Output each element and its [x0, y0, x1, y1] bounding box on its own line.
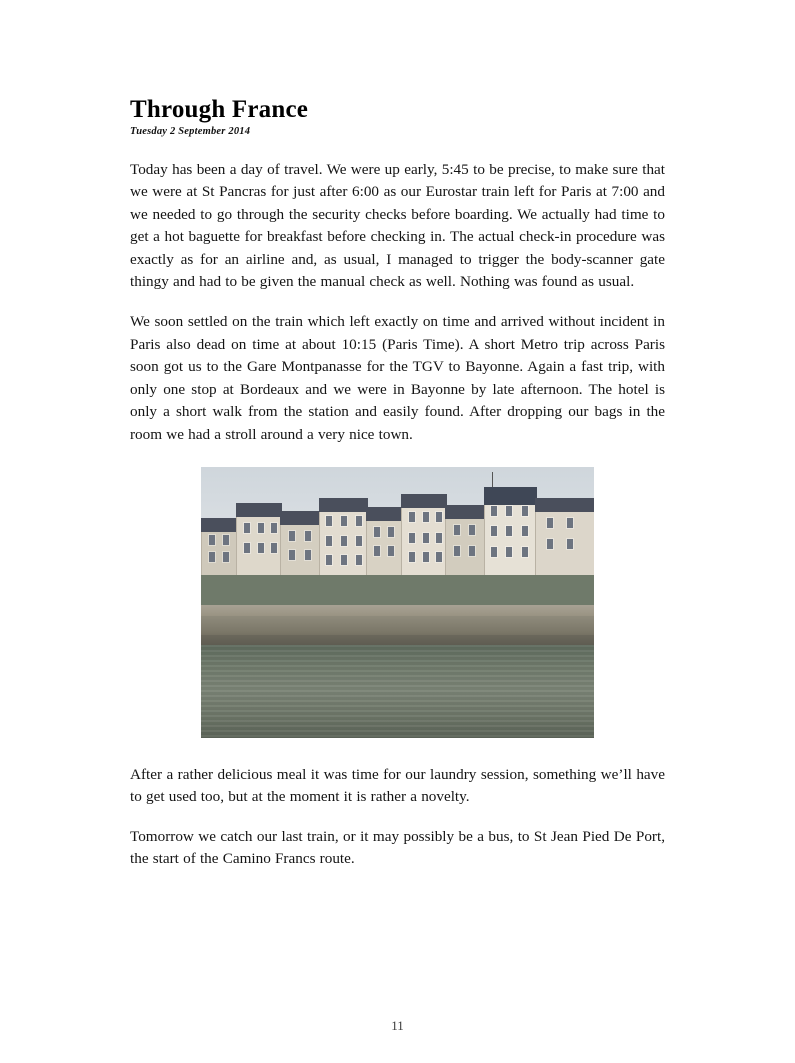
figure — [130, 467, 665, 738]
paragraph: Today has been a day of travel. We were up early, 5:45 to be precise, to make sure that we were at St Pancras for just after 6:00 as our Eurostar train left for Paris at 7:00 and we needed to go through the security checks before boarding. We actually had time to get a hot baguette for breakfast before checking in. The actual check-in procedure was exactly as for an airline and, as usual, I managed to trigger the body-scanner gate thingy and had to be given the manual check as well. Nothing was found as usual. — [130, 160, 665, 291]
photo-building — [535, 498, 594, 575]
photo-bayonne-riverfront — [201, 467, 594, 738]
photo-building — [484, 487, 537, 575]
photo-building — [201, 518, 238, 575]
photo-building — [319, 498, 368, 575]
photo-building — [280, 511, 321, 575]
photo-roof — [401, 494, 446, 508]
paragraph: We soon settled on the train which left exactly on time and arrived without incident in Paris also dead on time at about 10:15 (Paris Time). A short Metro trip across Paris soon got us to the Gare Montpanasse for the TGV to Bayonne. Again a fast trip, with only one stop at Bordeaux and we were in Bayonne by late afternoon. The hotel is only a short walk from the station and easily found. After dropping our bags in the room we had a stroll around a very nice town. — [130, 313, 665, 444]
photo-roof — [236, 503, 281, 517]
photo-roof — [484, 487, 537, 505]
photo-building — [236, 503, 281, 575]
photo-roof — [445, 505, 486, 519]
paragraph: Tomorrow we catch our last train, or it may possibly be a bus, to St Jean Pied De Port, the start of the Camino Francs route. — [130, 827, 665, 868]
page-title: Through France — [130, 96, 309, 123]
paragraph: After a rather delicious meal it was time for our laundry session, something we’ll have to get used too, but at the moment it is rather a novelty. — [130, 765, 665, 806]
document-date: Tuesday 2 September 2014 — [130, 125, 251, 137]
document-body — [130, 96, 665, 871]
photo-building — [366, 507, 403, 575]
photo-building — [445, 505, 486, 575]
photo-roof — [535, 498, 594, 512]
photo-building — [401, 494, 446, 575]
photo-river — [201, 645, 594, 737]
photo-skyline — [201, 483, 594, 575]
photo-roof — [280, 511, 321, 525]
page-number: 11 — [391, 1018, 404, 1033]
photo-roof — [366, 507, 403, 521]
photo-roof — [319, 498, 368, 512]
photo-roof — [201, 518, 238, 532]
